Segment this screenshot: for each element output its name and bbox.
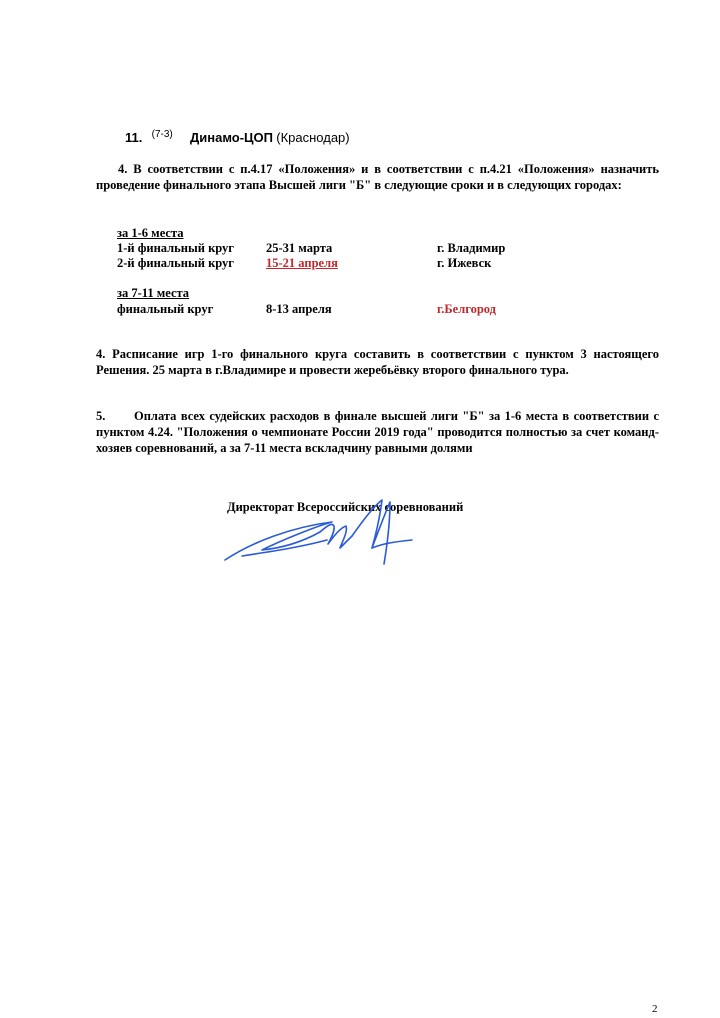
paragraph-5-text: Оплата всех судейских расходов в финале высшей лиги "Б" за 1-6 места в соответствии с пунктом 4.24. "Положения о чемпионате России 2019 года" проводится полностью за счет команд-хозяев соревнований, а за 7-11 места вскладчину равными долями bbox=[96, 409, 659, 455]
team-name: Динамо-ЦОП bbox=[189, 130, 273, 145]
schedule-group1-header: за 1-6 места bbox=[117, 226, 184, 240]
schedule-round: 1-й финальный круг bbox=[117, 241, 234, 255]
paragraph-4: 4. В соответствии с п.4.17 «Положения» и в соответствии с п.4.21 «Положения» назначить проведение финального этапа Высшей лиги "Б" в следующие сроки и в следующих городах: bbox=[96, 162, 659, 192]
item-number: 11. bbox=[125, 130, 143, 145]
schedule-city: г.Белгород bbox=[437, 302, 496, 316]
schedule-round: 2-й финальный круг bbox=[117, 256, 234, 270]
paragraph-5 bbox=[96, 408, 659, 456]
paragraph-5-number: 5. bbox=[96, 409, 106, 423]
schedule-round: финальный круг bbox=[117, 302, 214, 316]
item-11 bbox=[125, 130, 350, 146]
team-city: (Краснодар) bbox=[276, 130, 350, 145]
schedule-dates: 8-13 апреля bbox=[266, 302, 332, 316]
handwritten-signature bbox=[222, 482, 422, 577]
schedule-dates: 15-21 апреля bbox=[266, 256, 338, 270]
directorate-signature-line: Директорат Всероссийских соревнований bbox=[227, 500, 464, 514]
schedule-city: г. Владимир bbox=[437, 241, 506, 255]
paragraph-4b: 4. Расписание игр 1-го финального круга составить в соответствии с пунктом 3 настоящего Решения. 25 марта в г.Владимире и провести жеребьёвку второго финального тура. bbox=[96, 347, 659, 377]
page-number: 2 bbox=[652, 1003, 658, 1015]
schedule-city: г. Ижевск bbox=[437, 256, 492, 270]
schedule-group2-header: за 7-11 места bbox=[117, 286, 190, 300]
item-seed: (7-3) bbox=[151, 129, 173, 140]
schedule-dates: 25-31 марта bbox=[266, 241, 333, 255]
